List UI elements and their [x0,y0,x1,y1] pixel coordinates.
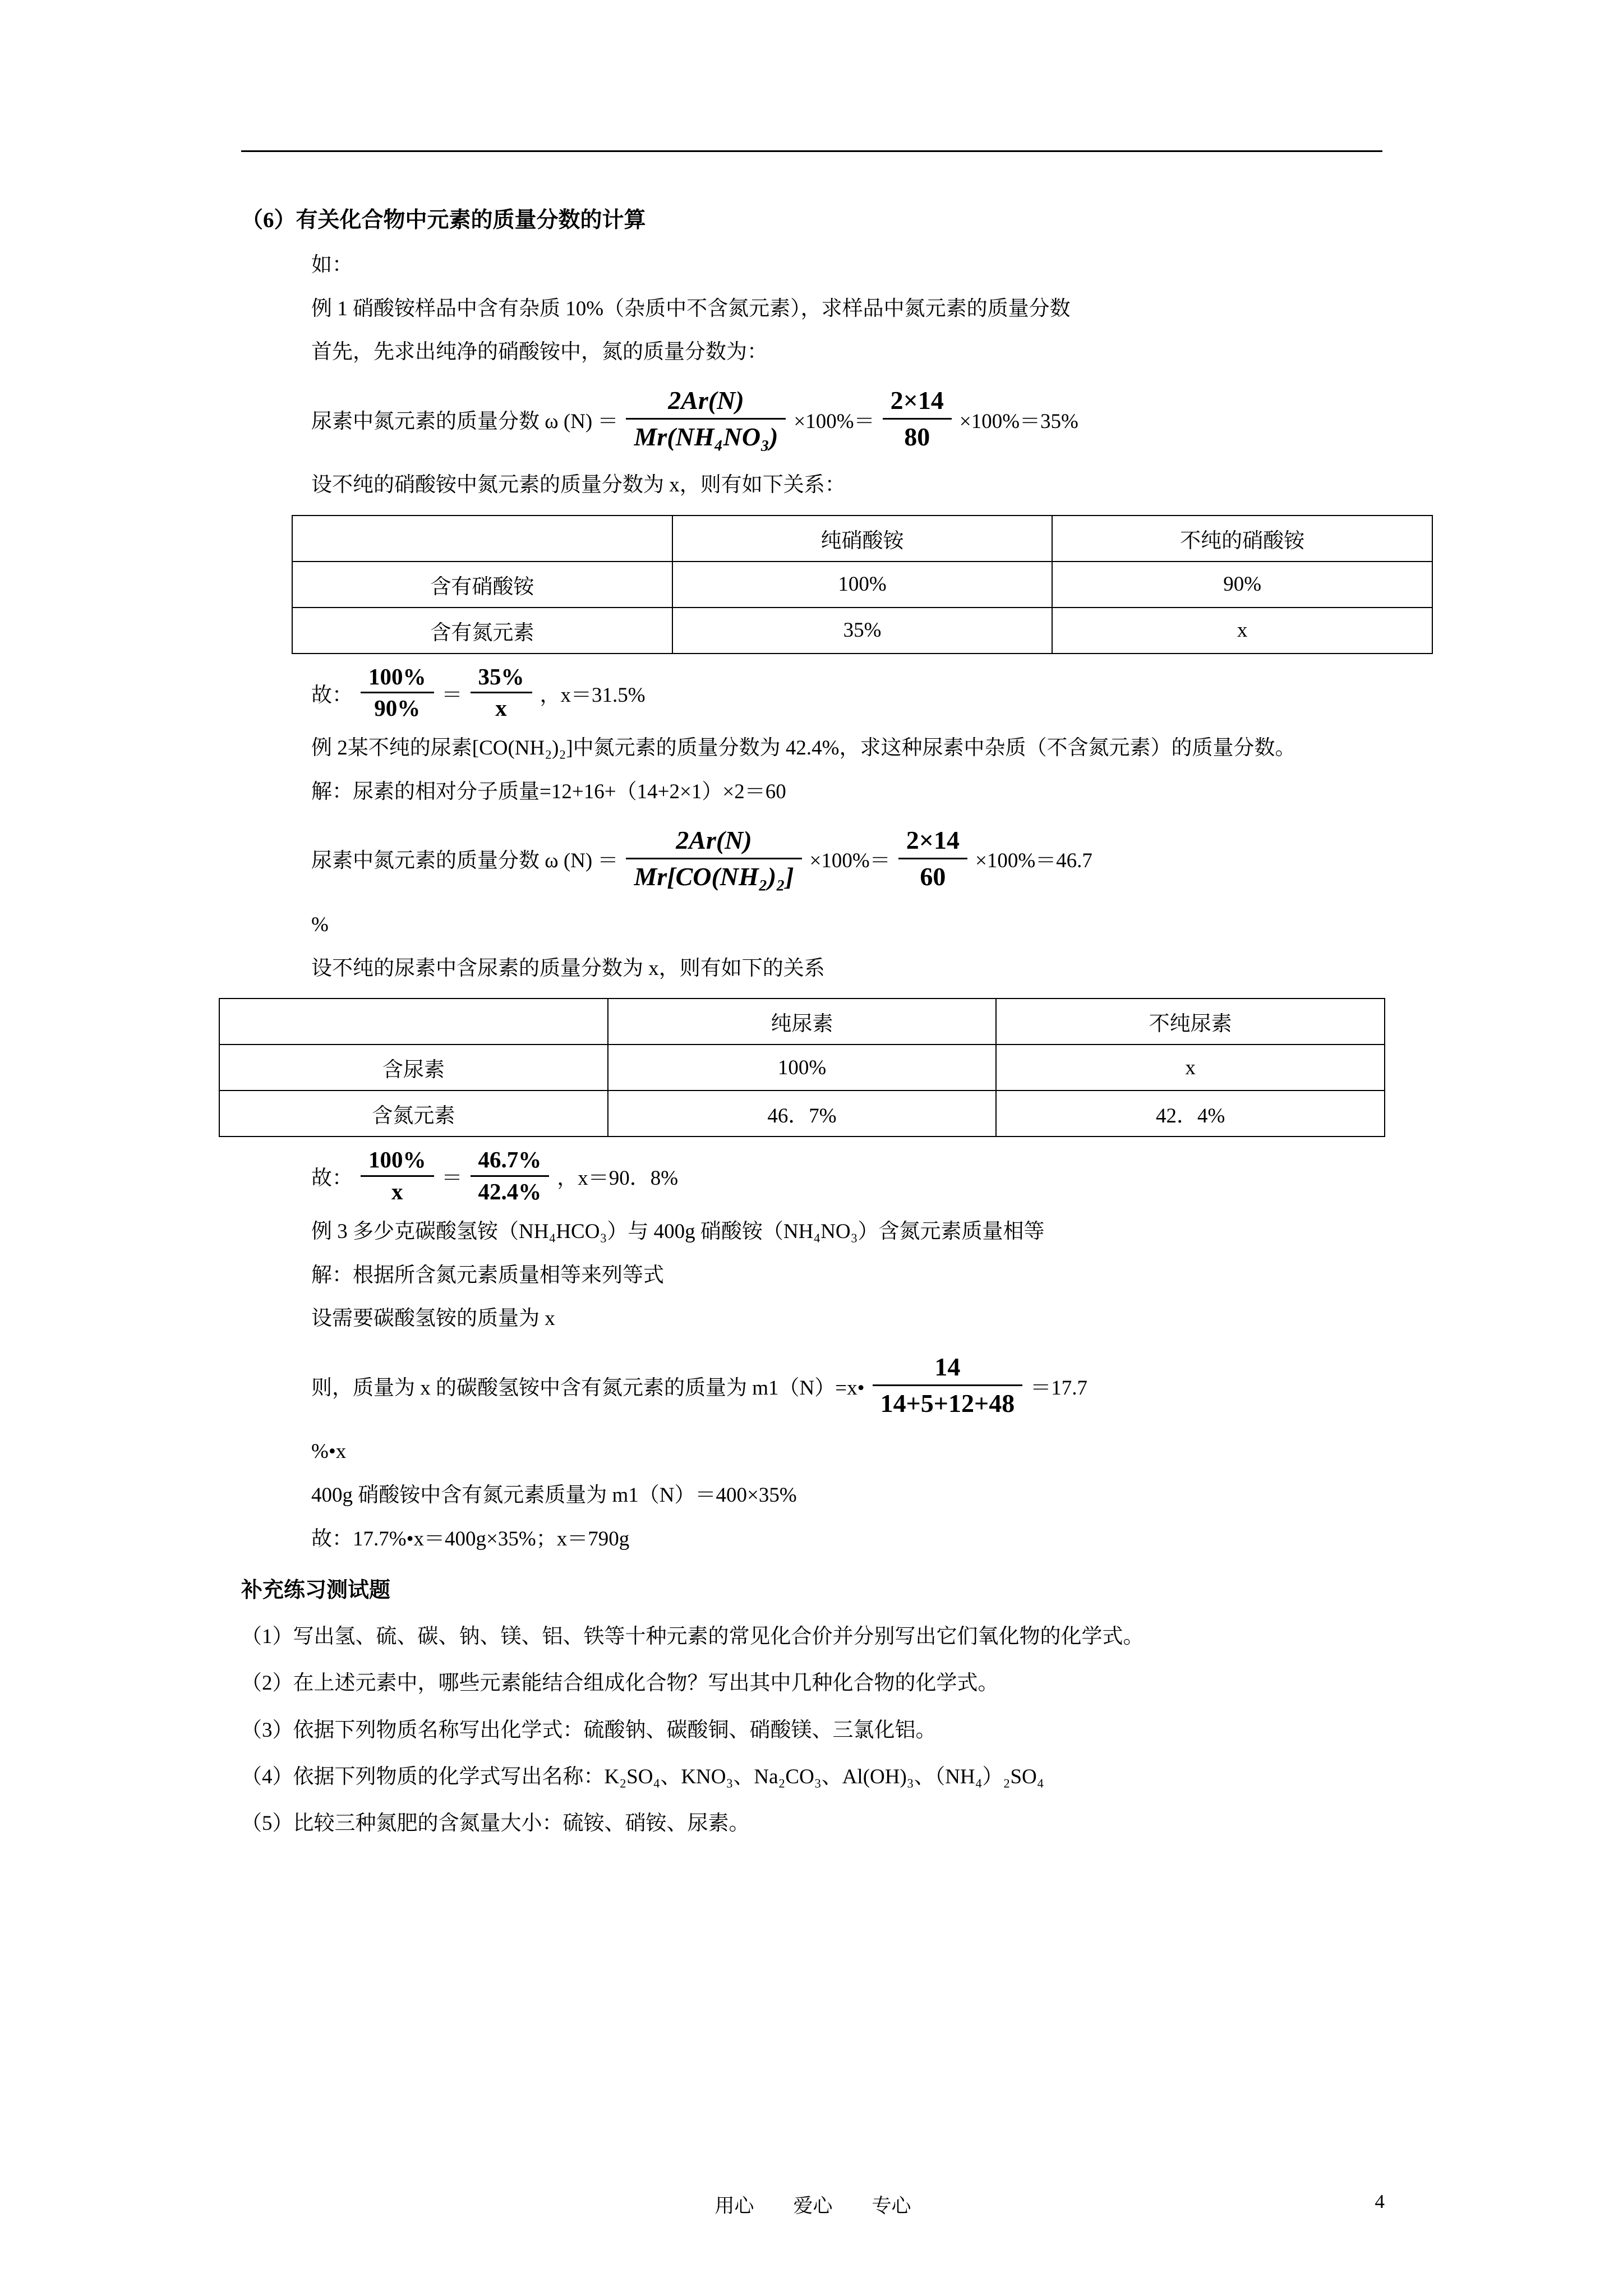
table-cell: 42．4% [996,1091,1385,1137]
fraction-symbolic [626,383,786,454]
page-number: 4 [1375,2191,1385,2212]
fraction-denominator: 42.4% [478,1178,542,1204]
example2-setup: 设不纯的尿素中含尿素的质量分数为 x，则有如下的关系 [311,956,825,980]
page-footer [241,2191,1385,2219]
fraction-denominator: 60 [920,862,946,891]
practice-item-4: （4）依据下列物质的化学式写出名称：K₂SO₄、KNO₃、Na₂CO₃、Al(OH)₃、（NH₄）₂SO₄ [241,1765,1044,1788]
fraction-numeric [898,823,967,894]
table-header-cell: 不纯尿素 [996,999,1385,1045]
table-cell: 46．7% [608,1091,997,1137]
intro-text: 如： [311,253,353,277]
table-cell: 35% [672,608,1053,654]
fraction-denominator: 14+5+12+48 [880,1389,1015,1418]
practice-heading: 补充练习测试题 [241,1579,391,1603]
practice-item-1: （1）写出氢、硫、碳、钠、镁、铝、铁等十种元素的常见化合价并分别写出它们氧化物的化学式。 [241,1625,1144,1649]
formula-mid: ×100%＝ [809,849,891,873]
formula-prefix: 尿素中氮元素的质量分数 ω (N) ＝ [311,849,619,873]
table-cell: 100% [608,1045,997,1091]
formula-suffix: ＝17.7 [1030,1376,1087,1400]
fraction-numerator: 46.7% [471,1145,550,1176]
fraction-denominator: 90% [374,695,421,721]
fraction-denominator: x [391,1178,403,1204]
header-rule [241,150,1382,152]
fraction-numeric [883,383,952,454]
practice-item-5: （5）比较三种氮肥的含氮量大小：硫铵、硝铵、尿素。 [241,1812,750,1835]
fraction-numerator: 2×14 [883,383,952,420]
practice-item-2: （2）在上述元素中，哪些元素能结合组成化合物？写出其中几种化合物的化学式。 [241,1672,999,1695]
table-header-cell: 纯硝酸铵 [672,516,1053,562]
footer-motto [241,2191,1385,2219]
example3-solution: 解：根据所含氮元素质量相等来列等式 [311,1263,664,1287]
footer-word: 用心 [714,2195,754,2217]
table-header-row [219,999,1385,1045]
fraction [361,1145,434,1207]
example1-formula [311,383,1385,454]
footer-word: 专心 [872,2195,911,2217]
conclusion-prefix: 故： [311,1167,353,1190]
table-row [219,1091,1385,1137]
fraction-denominator: Mr[CO(NH₂)₂] [634,862,794,891]
formula-mid: ×100%＝ [794,409,875,433]
formula-suffix: ×100%＝35% [959,409,1078,433]
fraction-numerator: 100% [361,662,434,693]
table-header-cell [219,999,608,1045]
table-row [219,1045,1385,1091]
example1-setup: 设不纯的硝酸铵中氮元素的质量分数为 x，则有如下关系： [311,473,846,497]
example2-table [219,998,1385,1137]
section-heading: （6）有关化合物中元素的质量分数的计算 [241,208,646,232]
example1-table [292,515,1433,654]
fraction-denominator: Mr(NH₄NO₃) [634,422,778,452]
example2-conclusion [311,1145,1385,1207]
fraction [471,1145,550,1207]
fraction-numerator: 35% [471,662,532,693]
table-header-cell: 纯尿素 [608,999,997,1045]
table-cell: x [996,1045,1385,1091]
fraction-numerator: 2Ar(N) [626,383,786,420]
example1-problem: 例 1 硝酸铵样品中含有杂质 10%（杂质中不含氮元素），求样品中氮元素的质量分数 [311,297,1071,320]
table-cell: 含有硝酸铵 [292,562,672,608]
example3-formula [311,1350,1385,1421]
example3-answer: 故：17.7%•x＝400g×35%；x＝790g [311,1527,630,1550]
conclusion-suffix: ，x＝31.5% [540,683,645,707]
table-cell: 100% [672,562,1053,608]
example3-problem: 例 3 多少克碳酸氢铵（NH₄HCO₃）与 400g 硝酸铵（NH₄NO₃）含氮元素质量相等 [311,1220,1045,1243]
example2-problem: 例 2某不纯的尿素[CO(NH₂)₂]中氮元素的质量分数为 42.4%，求这种尿素中杂质（不含氮元素）的质量分数。 [311,737,1296,760]
equals-sign: ＝ [441,1167,463,1190]
fraction [471,662,532,724]
fraction-denominator: 80 [904,422,930,452]
conclusion-prefix: 故： [311,683,353,707]
percent-carryover: % [311,913,329,936]
percent-carryover: %•x [311,1440,347,1464]
formula-prefix: 尿素中氮元素的质量分数 ω (N) ＝ [311,409,619,433]
fraction-numerator: 2Ar(N) [626,823,801,859]
table-row [292,562,1432,608]
footer-word: 爱心 [793,2195,833,2217]
fraction-symbolic [626,823,801,894]
example2-solution: 解：尿素的相对分子质量=12+16+（14+2×1）×2＝60 [311,780,786,804]
table-header-row [292,516,1432,562]
equals-sign: ＝ [441,683,463,707]
fraction-numerator: 2×14 [898,823,967,859]
fraction-numerator: 14 [873,1350,1023,1386]
table-cell: 含尿素 [219,1045,608,1091]
fraction-numeric [873,1350,1023,1421]
example3-setup: 设需要碳酸氢铵的质量为 x [311,1307,555,1331]
fraction-numerator: 100% [361,1145,434,1176]
example1-conclusion [311,662,1385,724]
practice-item-3: （3）依据下列物质名称写出化学式：硫酸钠、碳酸铜、硝酸镁、三氯化铝。 [241,1718,937,1742]
formula-prefix: 则，质量为 x 的碳酸氢铵中含有氮元素的质量为 m1（N）=x• [311,1376,865,1400]
table-cell: 含氮元素 [219,1091,608,1137]
table-cell: 90% [1052,562,1432,608]
table-row [292,608,1432,654]
example3-given: 400g 硝酸铵中含有氮元素质量为 m1（N）＝400×35% [311,1483,797,1507]
table-cell: x [1052,608,1432,654]
example2-formula [311,823,1385,894]
conclusion-suffix: ，x＝90．8% [557,1167,679,1190]
table-header-cell [292,516,672,562]
fraction [361,662,434,724]
table-cell: 含有氮元素 [292,608,672,654]
example1-step: 首先，先求出纯净的硝酸铵中，氮的质量分数为： [311,341,768,364]
fraction-denominator: x [495,695,507,721]
table-header-cell: 不纯的硝酸铵 [1052,516,1432,562]
formula-suffix: ×100%＝46.7 [975,849,1092,873]
